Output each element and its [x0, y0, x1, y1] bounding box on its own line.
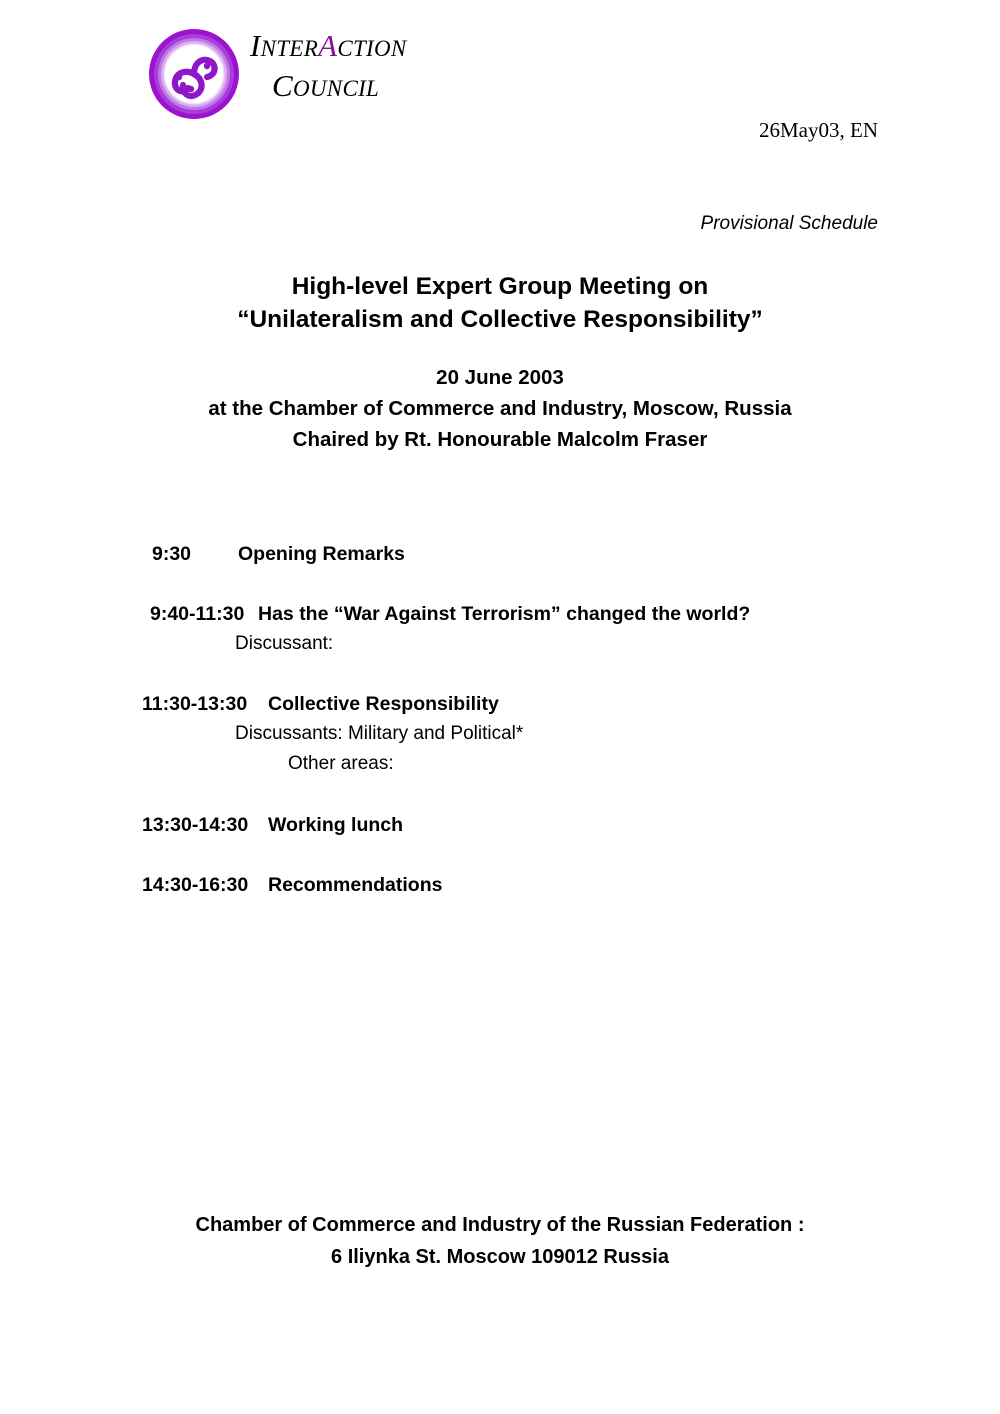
page-title	[0, 270, 1000, 336]
title-line-1: High-level Expert Group Meeting on	[291, 273, 709, 300]
agenda-item-subline	[0, 753, 1000, 783]
agenda-item	[0, 603, 1000, 663]
agenda-item-header	[0, 543, 1000, 573]
agenda-item-subline	[0, 723, 1000, 753]
page-subtitle	[0, 362, 1000, 455]
wordmark-smallcaps-ction: CTION	[337, 36, 407, 61]
wordmark-smallcaps-ouncil: OUNCIL	[292, 76, 380, 101]
subtitle-venue: at the Chamber of Commerce and Industry, Moscow, Russia	[208, 397, 792, 420]
wordmark-smallcaps-nter: NTER	[260, 36, 319, 61]
subtitle-date: 20 June 2003	[436, 366, 564, 389]
title-line-2: “Unilateralism and Collective Responsibility”	[237, 306, 763, 333]
wordmark-cap-a-accent: A	[318, 28, 338, 63]
agenda-item-header	[0, 603, 1000, 633]
agenda-item-title: Collective Responsibility	[268, 693, 499, 715]
document-date: 26May03, EN	[759, 118, 878, 142]
letterhead	[145, 20, 605, 120]
agenda-item-title: Recommendations	[268, 874, 443, 896]
agenda-item-subline-text: Other areas:	[288, 753, 394, 774]
agenda-item-title: Has the “War Against Terrorism” changed the world?	[258, 603, 751, 625]
agenda-item-header	[0, 874, 1000, 904]
footer-organisation: Chamber of Commerce and Industry of the Russian Federation :	[195, 1214, 805, 1236]
wordmark-line-interaction	[250, 30, 407, 61]
agenda-item	[0, 543, 1000, 573]
wordmark-line-council	[272, 70, 407, 101]
agenda-item-subline	[0, 633, 1000, 663]
agenda-item-time: 14:30-16:30	[142, 874, 249, 896]
wordmark-cap-c: C	[272, 68, 293, 103]
interaction-council-wordmark	[250, 30, 407, 101]
wordmark-cap-i: I	[250, 28, 261, 63]
agenda-item-title: Opening Remarks	[238, 543, 405, 565]
schedule-kind-label: Provisional Schedule	[700, 213, 878, 234]
agenda-item-title: Working lunch	[268, 814, 404, 836]
interaction-council-logo-icon	[145, 25, 243, 123]
agenda-item-subline-text: Discussants: Military and Political*	[235, 723, 524, 744]
agenda-item-time: 9:30	[152, 543, 192, 565]
agenda-item	[0, 693, 1000, 783]
subtitle-chair: Chaired by Rt. Honourable Malcolm Fraser	[292, 428, 708, 451]
agenda-item-time: 11:30-13:30	[142, 693, 248, 715]
footer-address	[0, 1209, 1000, 1273]
agenda-item-header	[0, 814, 1000, 844]
agenda-item-subline-text: Discussant:	[235, 633, 334, 654]
agenda-item-time: 9:40-11:30	[150, 603, 245, 625]
agenda-item-header	[0, 693, 1000, 723]
footer-street-address: 6 Iliynka St. Moscow 109012 Russia	[331, 1246, 669, 1268]
agenda-item-time: 13:30-14:30	[142, 814, 249, 836]
agenda-item	[0, 874, 1000, 904]
agenda-item	[0, 814, 1000, 844]
